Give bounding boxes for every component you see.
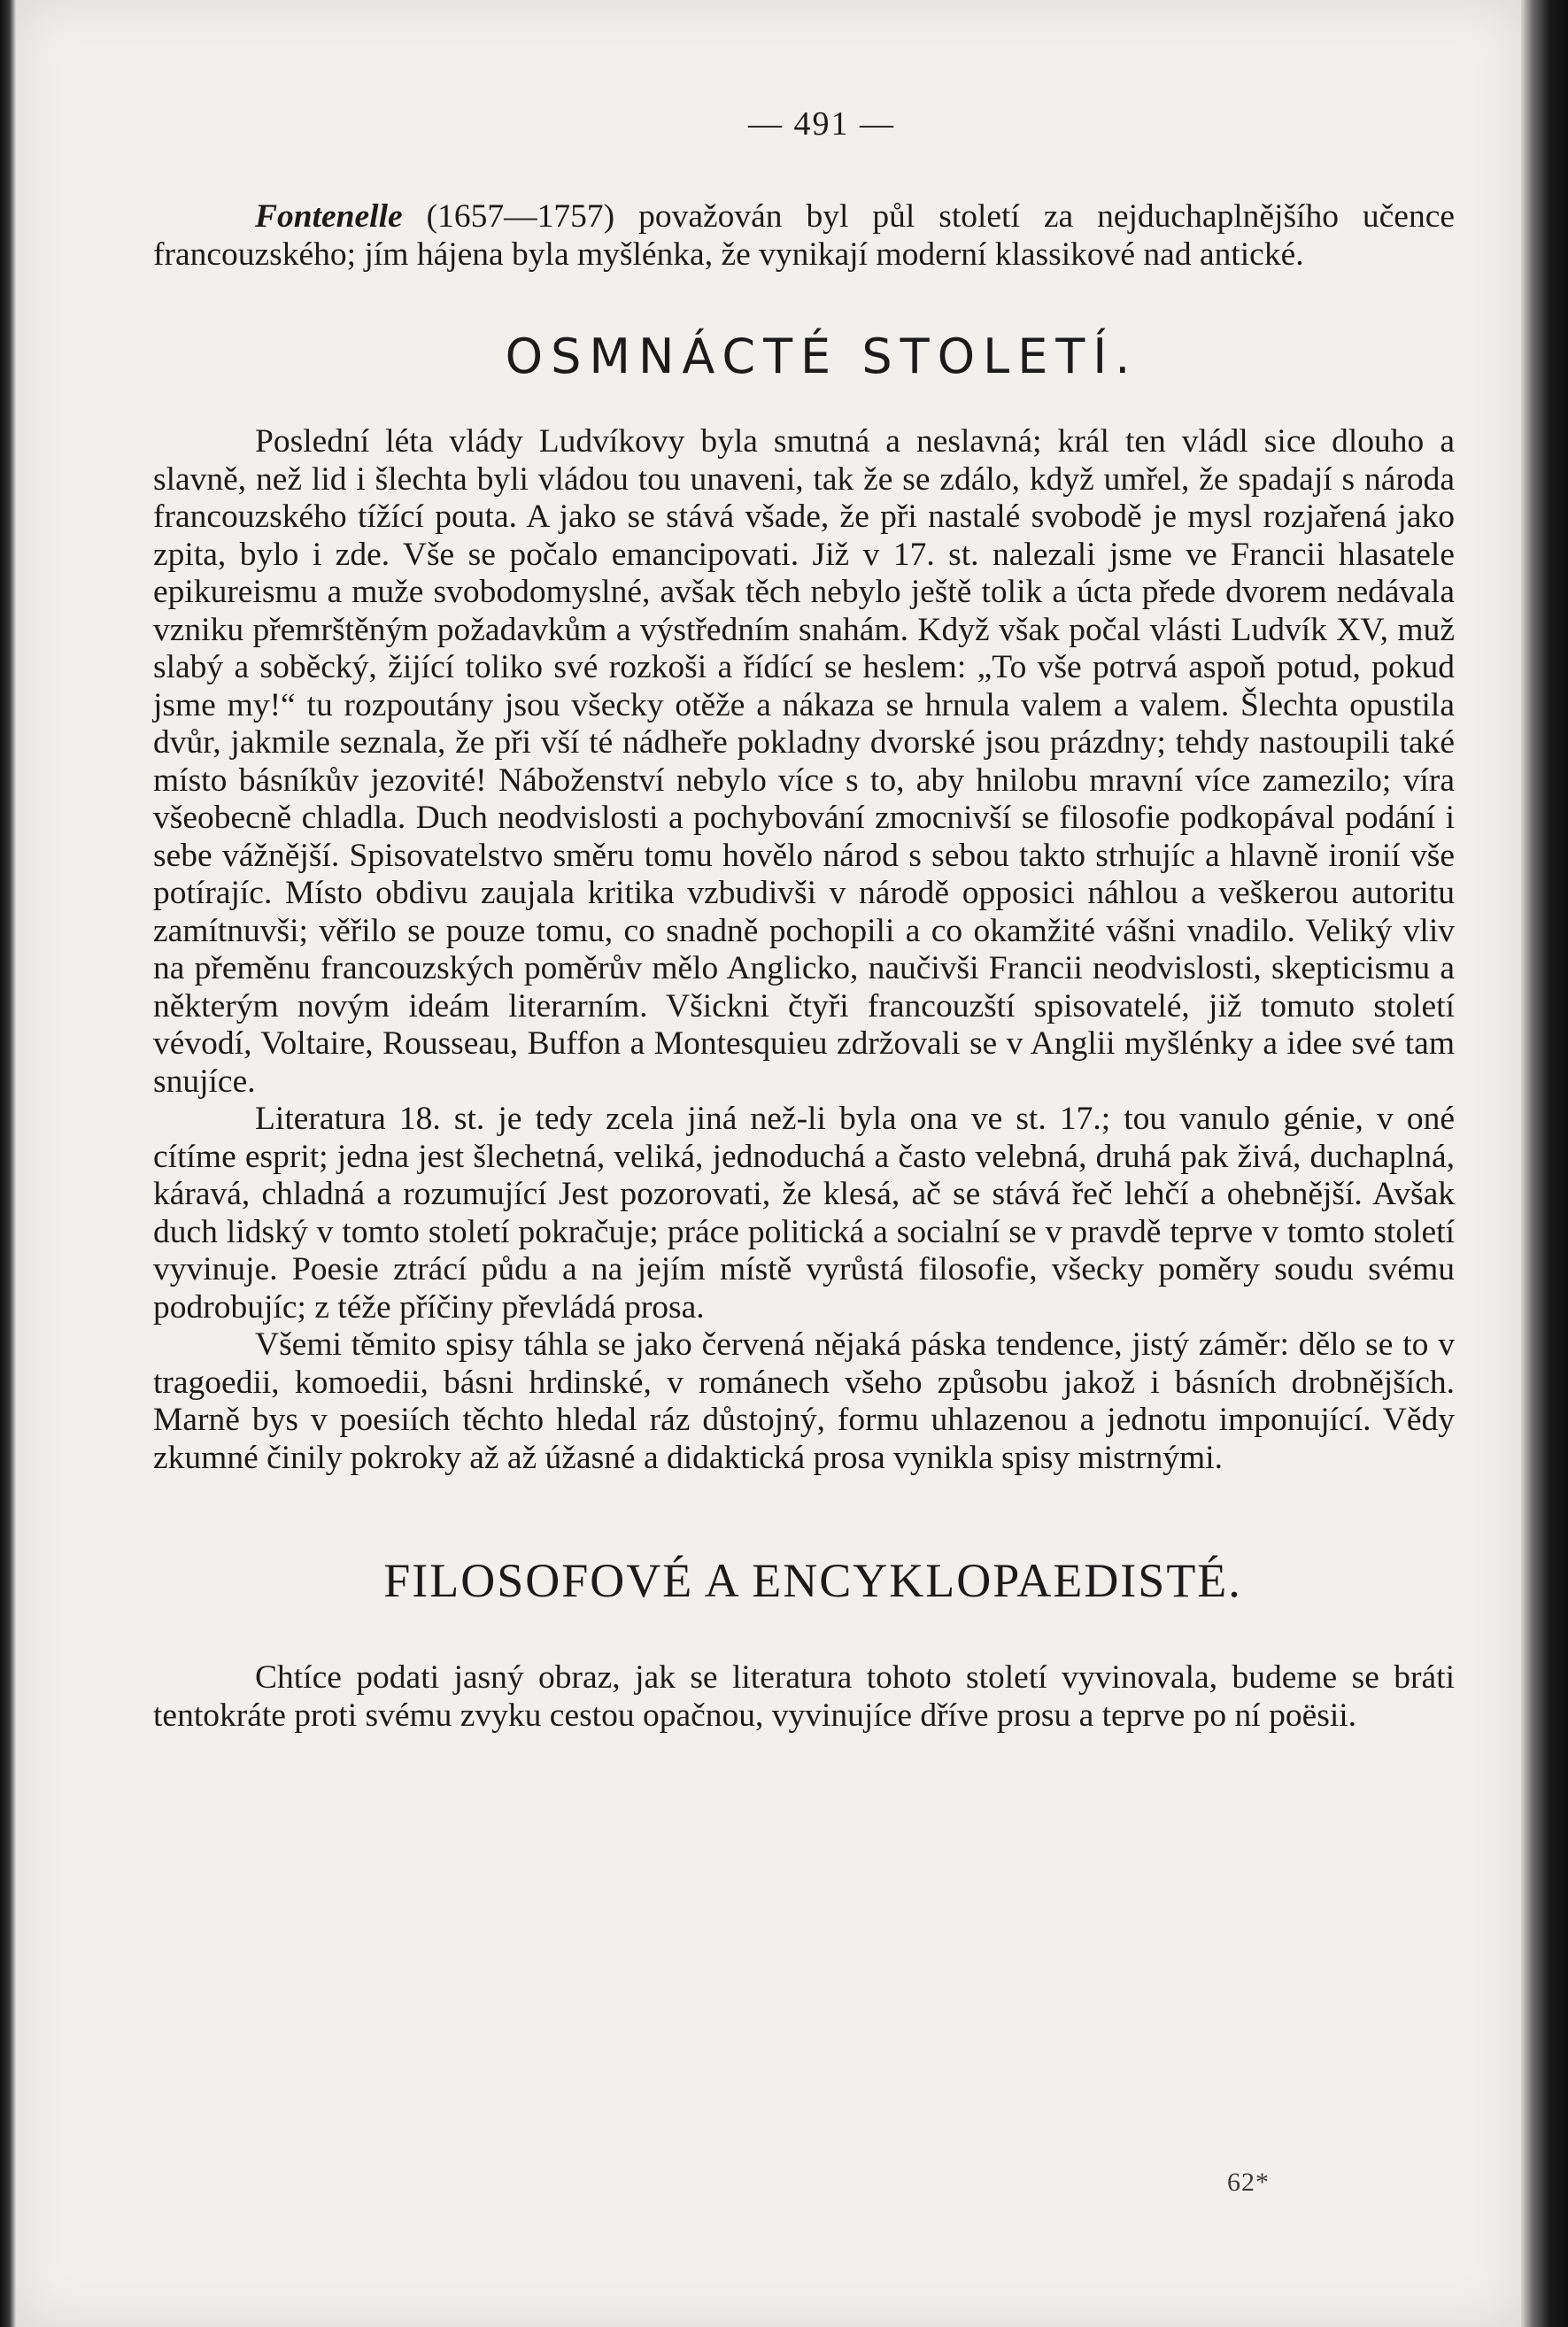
printer-signature: 62* <box>1227 2168 1270 2197</box>
page-content <box>153 104 1455 1735</box>
section1-paragraph-3: Všemi těmito spisy táhla se jako červená nějaká páska tendence, jistý záměr: dělo se to v tragoedii, komoedii, básni hrdinské, v románech všeho způsobu jakož i básních drobnějších. Marně bys v poesiích těchto hledal ráz důstojný, formu uhlazenou a jednotu imponující. Vědy zkumné činily pokroky až až úžasné a didaktická prosa vynikla spisy mistrnými. <box>153 1326 1455 1476</box>
section1-paragraph-1: Poslední léta vlády Ludvíkovy byla smutná a neslavná; král ten vládl sice dlouho a slavně, než lid i šlechta byli vládou tou unaveni, tak že se zdálo, když umřel, že spadají s národa francouzského tížící pouta. A jako se stává všade, že při nastalé svobodě je mysl rozjařená jako zpita, bylo i zde. Vše se počalo emancipovati. Již v 17. st. nalezali jsme ve Francii hlasatele epikureismu a muže svobodomyslné, avšak těch nebylo ještě tolik a úcta přede dvorem nedávala vzniku přemrštěným požadavkům a výstředním snahám. Když však počal vlásti Ludvík XV, muž slabý a soběcký, žijící toliko své rozkoši a řídící se heslem: „To vše potrvá aspoň potud, pokud jsme my!“ tu rozpoutány jsou všecky otěže a nákaza se hrnula valem a valem. Šlechta opustila dvůr, jakmile seznala, že při vší té nádheře pokladny dvorské jsou prázdny; tehdy nastoupili také místo básníkův jezovité! Náboženství nebylo více s to, aby hnilobu mravní více zamezilo; víra všeobecně chladla. Duch neodvislosti a pochybování zmocnivší se filosofie podkopával podání i sebe vážnější. Spisovatelstvo směru tomu hovělo národ s sebou takto strhujíc a hlavně ironií vše potírajíc. Místo obdivu zaujala kritika vzbudivši v národě opposici náhlou a veškerou autoritu zamítnuvši; věřilo se pouze tomu, co snadně pochopili a co okamžité vášni vnadilo. Veliký vliv na přeměnu francouzských poměrův mělo Anglicko, naučivši Francii neodvislosti, skepticismu a některým novým ideám literarním. Všickni čtyři francouzští spisovatelé, již tomuto století vévodí, Voltaire, Rousseau, Buffon a Montesquieu zdržovali se v Anglii myšlénky a idee své tam snujíce. <box>153 423 1455 1100</box>
scan-right-edge <box>1521 0 1568 2327</box>
section2-paragraph-1: Chtíce podati jasný obraz, jak se literatura tohoto století vyvinovala, budeme se bráti tentokráte proti svému zvyku cestou opačnou, vyvinujíce dříve prosu a teprve po ní poësii. <box>153 1659 1455 1734</box>
section-heading-osmnacte-stoleti: OSMNÁCTÉ STOLETÍ. <box>505 329 1139 384</box>
intro-text: (1657—1757) považován byl půl století za nejduchaplnějšího učence francouzského; jím hájena byla myšlénka, že vynikají moderní klassikové nad antické. <box>153 198 1455 273</box>
page-number: — 491 — <box>748 105 895 143</box>
intro-paragraph <box>153 198 1455 274</box>
section1-paragraph-2: Literatura 18. st. je tedy zcela jiná než-li byla ona ve st. 17.; tou vanulo génie, v oné cítíme esprit; jedna jest šlechetná, veliká, jednoduchá a často velebná, druhá pak živá, duchaplná, káravá, chladná a rozumující Jest pozorovati, že klesá, ač se stává řeč lehčí a ohebnější. Avšak duch lidský v tomto století pokračuje; práce politická a socialní se v pravdě teprve v tomto století vyvinuje. Poesie ztrácí půdu a na jejím místě vyrůstá filosofie, všecky poměry soudu svému podrobujíc; z téže příčiny převládá prosa. <box>153 1101 1455 1326</box>
book-page <box>16 0 1521 2327</box>
section-heading-filosofove: FILOSOFOVÉ A ENCYKLOPAEDISTÉ. <box>383 1554 1242 1607</box>
intro-name: Fontenelle <box>255 198 403 235</box>
scan-left-edge <box>0 0 16 2327</box>
